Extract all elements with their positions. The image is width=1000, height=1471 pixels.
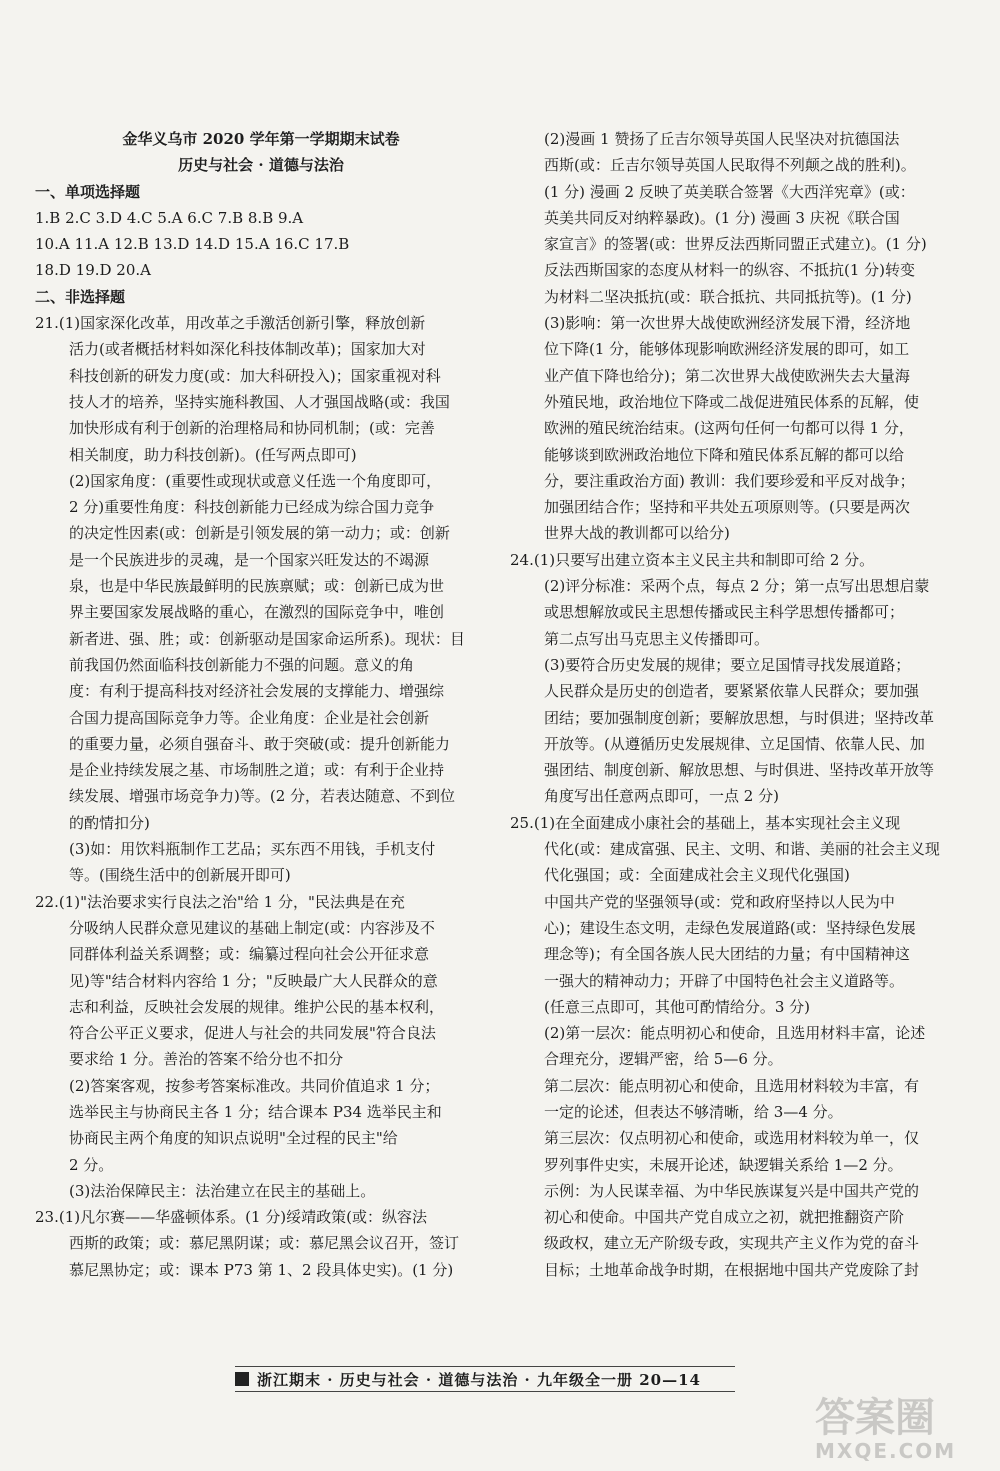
text-line: 初心和使命。中国共产党自成立之初，就把推翻资产阶 xyxy=(544,1208,905,1227)
text-line: (2)国家角度：(重要性或现状或意义任选一个角度即可， xyxy=(69,471,442,490)
text-line: 示例：为人民谋幸福、为中华民族谋复兴是中国共产党的 xyxy=(544,1181,920,1200)
watermark-top: 答案圈 xyxy=(815,1395,935,1441)
text-line: 泉，也是中华民族最鲜明的民族禀赋；或：创新已成为世 xyxy=(69,577,445,596)
left-column xyxy=(35,126,487,1283)
text-line: (3)要符合历史发展的规律；要立足国情寻找发展道路； xyxy=(544,655,911,674)
text-line: 强团结、制度创新、解放思想、与时俱进、坚持改革开放等 xyxy=(544,761,935,780)
text-line: 界主要国家发展战略的重心，在激烈的国际竞争中，唯创 xyxy=(69,603,445,622)
text-line: 前我国仍然面临科技创新能力不强的问题。意义的角 xyxy=(69,655,415,674)
text-line: 符合公平正义要求，促进人与社会的共同发展"符合良法 xyxy=(69,1024,436,1043)
text-line: 协商民主两个角度的知识点说明"全过程的民主"给 xyxy=(69,1129,398,1148)
text-line: 的重要力量，必须自强奋斗、敢于突破(或：提升创新能力 xyxy=(69,734,450,753)
text-line: 合理充分，逻辑严密，给 5—6 分。 xyxy=(544,1050,783,1069)
text-line: 25.(1)在全面建成小康社会的基础上，基本实现社会主义现 xyxy=(510,813,901,832)
text-line: 18.D 19.D 20.A xyxy=(35,261,151,280)
text-line: 或思想解放或民主思想传播或民主科学思想传播都可； xyxy=(544,603,905,622)
text-line: (任意三点即可，其他可酌情给分。3 分) xyxy=(544,997,811,1016)
text-line: 加快形成有利于创新的治理格局和协同机制；(或：完善 xyxy=(69,419,435,438)
text-line: 度：有利于提高科技对经济社会发展的支撑能力、增强综 xyxy=(69,682,445,701)
text-line: (3)影响：第一次世界大战使欧洲经济发展下滑，经济地 xyxy=(544,314,911,333)
text-line: (2)漫画 1 赞扬了丘吉尔领导英国人民坚决对抗德国法 xyxy=(544,130,900,148)
text-line: 第二层次：能点明初心和使命，且选用材料较为丰富，有 xyxy=(544,1076,920,1095)
page-footer xyxy=(235,1366,735,1392)
text-line: 合国力提高国际竞争力等。企业角度：企业是社会创新 xyxy=(69,708,430,727)
text-line: 理念等)；有全国各族人民大团结的力量；有中国精神这 xyxy=(544,945,910,964)
text-line: 要求给 1 分。善治的答案不给分也不扣分 xyxy=(69,1050,344,1069)
footer-text: 浙江期末 · 历史与社会 · 道德与法治 · 九年级全一册 20—14 xyxy=(257,1370,701,1389)
text-line: 团结；要加强制度创新；要解放思想，与时俱进；坚持改革 xyxy=(544,708,935,727)
text-line: 1.B 2.C 3.D 4.C 5.A 6.C 7.B 8.B 9.A xyxy=(35,208,304,227)
text-line: 见)等"结合材料内容给 1 分；"反映最广大人民群众的意 xyxy=(69,971,438,990)
text-line: 22.(1)"法治要求实行良法之治"给 1 分，"民法典是在充 xyxy=(35,892,405,911)
text-line: 欧洲的殖民统治结束。(这两句任何一句都可以得 1 分， xyxy=(544,419,914,438)
text-line: 科技创新的研发力度(或：加大科研投入)；国家重视对科 xyxy=(69,366,441,385)
text-line: 的决定性因素(或：创新是引领发展的第一动力；或：创新 xyxy=(69,524,450,543)
text-line: 罗列事件史实，未展开论述，缺逻辑关系给 1—2 分。 xyxy=(544,1155,903,1174)
right-answer-text xyxy=(510,126,972,1283)
text-line: (2)答案客观，按参考答案标准改。共同价值追求 1 分； xyxy=(69,1076,440,1095)
text-line: 是一个民族进步的灵魂，是一个国家兴旺发达的不竭源 xyxy=(69,550,430,569)
text-line: 一、单项选择题 xyxy=(35,182,141,201)
text-line: 10.A 11.A 12.B 13.D 14.D 15.A 16.C 17.B xyxy=(35,235,350,254)
text-line: (3)法治保障民主：法治建立在民主的基础上。 xyxy=(69,1181,376,1200)
text-line: 世界大战的教训都可以给分) xyxy=(544,524,730,543)
text-line: 是企业持续发展之基、市场制胜之道；或：有利于企业持 xyxy=(69,761,445,780)
text-line: (1 分) 漫画 2 反映了英美联合签署《大西洋宪章》(或： xyxy=(544,182,915,201)
text-line: 反法西斯国家的态度从材料一的纵容、不抵抗(1 分)转变 xyxy=(544,261,916,280)
text-line: 一强大的精神动力；开辟了中国特色社会主义道路等。 xyxy=(544,971,905,990)
text-line: 续发展、增强市场竞争力)等。(2 分，若表达随意、不到位 xyxy=(69,787,456,806)
text-line: (2)评分标准：采两个点，每点 2 分；第一点写出思想启蒙 xyxy=(544,577,930,596)
text-line: (2)第一层次：能点明初心和使命，且选用材料丰富，论述 xyxy=(544,1024,926,1043)
text-line: 第二点写出马克思主义传播即可。 xyxy=(544,629,770,648)
text-line: 外殖民地，政治地位下降或二战促进殖民体系的瓦解，使 xyxy=(544,392,920,411)
text-line: 为材料二坚决抵抗(或：联合抵抗、共同抵抗等)。(1 分) xyxy=(544,287,912,306)
left-answer-text xyxy=(35,179,487,1283)
document-subtitle: 历史与社会 · 道德与法治 xyxy=(178,156,344,175)
text-line: 西斯(或：丘吉尔领导英国人民取得不列颠之战的胜利)。 xyxy=(544,156,916,175)
text-line: 2 分)重要性角度：科技创新能力已经成为综合国力竞争 xyxy=(69,498,435,517)
text-line: 人民群众是历史的创造者，要紧紧依靠人民群众；要加强 xyxy=(544,682,920,701)
text-line: 加强团结合作；坚持和平共处五项原则等。(只要是两次 xyxy=(544,498,910,517)
text-line: 新者进、强、胜；或：创新驱动是国家命运所系)。现状：目 xyxy=(69,629,465,648)
text-line: 分吸纳人民群众意见建议的基础上制定(或：内容涉及不 xyxy=(69,918,435,937)
text-line: 志和利益，反映社会发展的规律。维护公民的基本权利， xyxy=(69,997,445,1016)
text-line: 西斯的政策；或：慕尼黑阴谋；或：慕尼黑会议召开，签订 xyxy=(69,1234,460,1253)
text-line: 目标；土地革命战争时期，在根据地中国共产党废除了封 xyxy=(544,1260,920,1279)
right-column xyxy=(510,126,972,1283)
text-line: 开放等。(从遵循历史发展规律、立足国情、依靠人民、加 xyxy=(544,734,925,753)
text-line: 英美共同反对纳粹暴政)。(1 分) 漫画 3 庆祝《联合国 xyxy=(544,208,900,227)
text-line: 选举民主与协商民主各 1 分；结合课本 P34 选举民主和 xyxy=(69,1102,442,1121)
text-line: 中国共产党的坚强领导(或：党和政府坚持以人民为中 xyxy=(544,892,895,911)
watermark-logo xyxy=(815,1395,990,1466)
text-line: 相关制度，助力科技创新)。(任写两点即可) xyxy=(69,445,357,464)
text-line: 分，要注重政治方面) 教训：我们要珍爱和平反对战争； xyxy=(544,471,915,490)
text-line: 同群体利益关系调整；或：编纂过程向社会公开征求意 xyxy=(69,945,430,964)
document-title: 金华义乌市 2020 学年第一学期期末试卷 xyxy=(122,130,400,148)
text-line: 代化(或：建成富强、民主、文明、和谐、美丽的社会主义现 xyxy=(544,840,940,859)
text-line: 21.(1)国家深化改革，用改革之手激活创新引擎，释放创新 xyxy=(35,314,426,333)
text-line: 等。(围绕生活中的创新展开即可) xyxy=(69,866,291,885)
text-line: (3)如：用饮料瓶制作工艺品；买东西不用钱，手机支付 xyxy=(69,840,436,859)
text-line: 二、非选择题 xyxy=(35,287,126,306)
text-line: 2 分。 xyxy=(69,1155,114,1174)
text-line: 24.(1)只要写出建立资本主义民主共和制即可给 2 分。 xyxy=(510,550,875,569)
text-line: 角度写出任意两点即可，一点 2 分) xyxy=(544,787,779,806)
text-line: 第三层次：仅点明初心和使命，或选用材料较为单一，仅 xyxy=(544,1129,920,1148)
text-line: 23.(1)凡尔赛——华盛顿体系。(1 分)绥靖政策(或：纵容法 xyxy=(35,1208,427,1227)
text-line: 代化强国；或：全面建成社会主义现代化强国) xyxy=(544,866,850,885)
text-line: 家宣言》的签署(或：世界反法西斯同盟正式建立)。(1 分) xyxy=(544,235,927,254)
watermark-bottom: MXQE.COM xyxy=(815,1439,957,1463)
text-line: 业产值下降也给分)；第二次世界大战使欧洲失去大量海 xyxy=(544,366,910,385)
text-line: 活力(或者概括材料如深化科技体制改革)；国家加大对 xyxy=(69,340,426,359)
footer-square-icon xyxy=(235,1372,249,1386)
text-line: 的酌情扣分) xyxy=(69,813,150,832)
text-line: 一定的论述，但表达不够清晰，给 3—4 分。 xyxy=(544,1102,843,1121)
text-line: 能够谈到欧洲政治地位下降和殖民体系瓦解的都可以给 xyxy=(544,445,905,464)
text-line: 位下降(1 分，能够体现影响欧洲经济发展的即可，如工 xyxy=(544,340,910,359)
text-line: 级政权，建立无产阶级专政，实现共产主义作为党的奋斗 xyxy=(544,1234,920,1253)
text-line: 技人才的培养，坚持实施科教国、人才强国战略(或：我国 xyxy=(69,392,450,411)
text-line: 心)；建设生态文明，走绿色发展道路(或：坚持绿色发展 xyxy=(544,918,916,937)
text-line: 慕尼黑协定；或：课本 P73 第 1、2 段具体史实)。(1 分) xyxy=(69,1260,454,1279)
